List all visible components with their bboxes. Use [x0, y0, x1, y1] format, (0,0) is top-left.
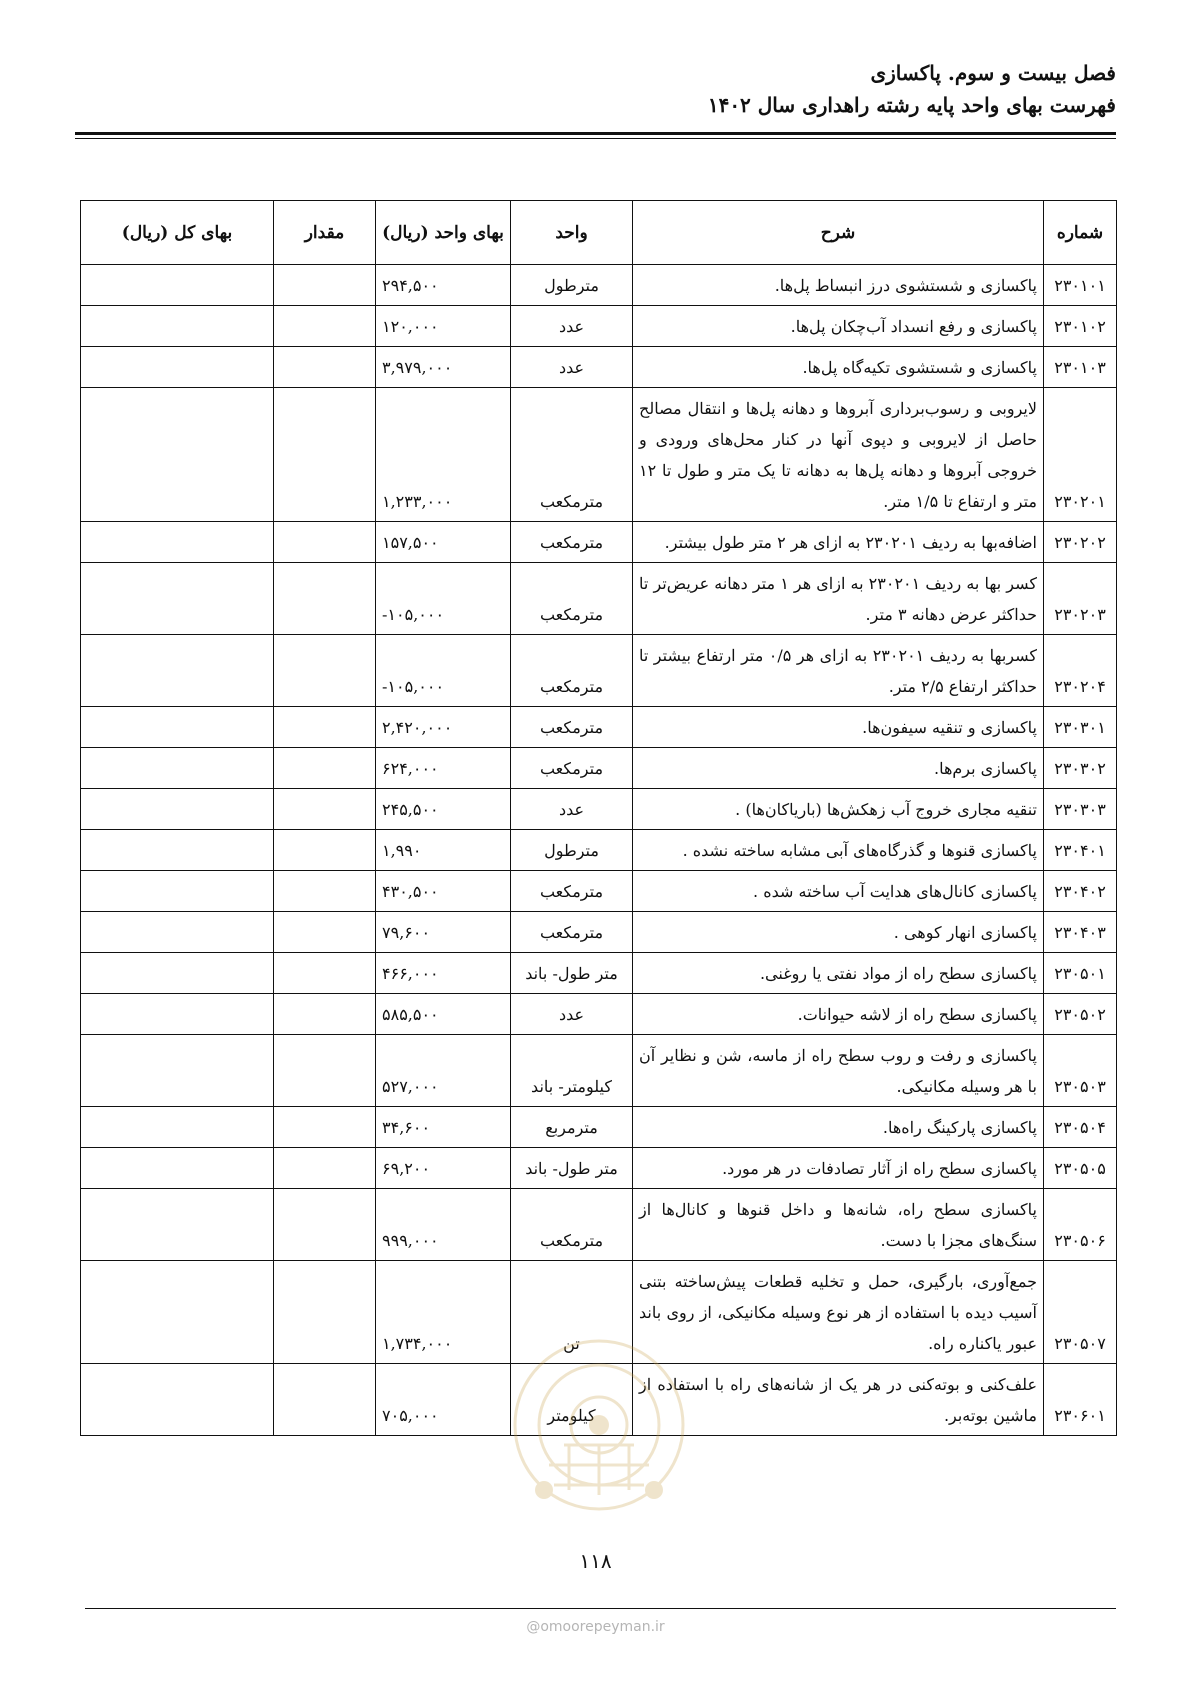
item-total [81, 748, 274, 789]
item-unit: عدد [511, 789, 633, 830]
table-row [81, 388, 1117, 522]
item-unit: مترمکعب [511, 707, 633, 748]
item-qty [274, 388, 376, 522]
item-code: ۲۳۰۵۰۵ [1044, 1148, 1117, 1189]
item-code: ۲۳۰۲۰۱ [1044, 388, 1117, 522]
item-total [81, 1261, 274, 1364]
list-title: فهرست بهای واحد پایه رشته راهداری سال ۱۴۰۲ [707, 93, 1116, 117]
item-unit: مترمکعب [511, 871, 633, 912]
item-code: ۲۳۰۵۰۶ [1044, 1189, 1117, 1261]
item-unit: مترطول [511, 265, 633, 306]
item-unit: مترمکعب [511, 635, 633, 707]
item-total [81, 1035, 274, 1107]
item-qty [274, 912, 376, 953]
table-row [81, 563, 1117, 635]
item-unit: عدد [511, 994, 633, 1035]
item-desc: تنقیه مجاری خروج آب زهکش‌ها (باریاکان‌ها) . [633, 789, 1044, 830]
item-desc: پاکسازی انهار کوهی . [633, 912, 1044, 953]
item-qty [274, 1261, 376, 1364]
item-unit-price: ۱,۹۹۰ [376, 830, 511, 871]
item-code: ۲۳۰۲۰۳ [1044, 563, 1117, 635]
item-qty [274, 1107, 376, 1148]
item-qty [274, 830, 376, 871]
item-qty [274, 306, 376, 347]
header-rule-thick [75, 132, 1116, 135]
item-desc: جمع‌آوری، بارگیری، حمل و تخلیه قطعات پیش‌ساخته بتنی آسیب دیده با استفاده از هر نوع وسیله مکانیکی، از روی باند عبور یاکناره راه. [633, 1261, 1044, 1364]
page-header [708, 58, 1116, 122]
item-unit-price: ۱۲۰,۰۰۰ [376, 306, 511, 347]
item-desc: کسر بها به ردیف ۲۳۰۲۰۱ به ازای هر ۱ متر دهانه عریض‌تر تا حداکثر عرض دهانه ۳ متر. [633, 563, 1044, 635]
table-row [81, 707, 1117, 748]
item-unit-price: ۱,۷۳۴,۰۰۰ [376, 1261, 511, 1364]
item-unit: متر طول- باند [511, 1148, 633, 1189]
item-code: ۲۳۰۴۰۳ [1044, 912, 1117, 953]
item-unit: مترطول [511, 830, 633, 871]
item-code: ۲۳۰۳۰۱ [1044, 707, 1117, 748]
item-qty [274, 522, 376, 563]
item-unit-price: ۱,۲۳۳,۰۰۰ [376, 388, 511, 522]
item-total [81, 563, 274, 635]
col-header-desc: شرح [633, 201, 1044, 265]
item-qty [274, 953, 376, 994]
item-unit-price: ۲,۴۲۰,۰۰۰ [376, 707, 511, 748]
table-row [81, 1189, 1117, 1261]
item-code: ۲۳۰۵۰۳ [1044, 1035, 1117, 1107]
col-header-code: شماره [1044, 201, 1117, 265]
item-qty [274, 347, 376, 388]
item-code: ۲۳۰۵۰۴ [1044, 1107, 1117, 1148]
item-total [81, 1364, 274, 1436]
item-code: ۲۳۰۴۰۲ [1044, 871, 1117, 912]
item-total [81, 830, 274, 871]
item-unit-price: ۲۹۴,۵۰۰ [376, 265, 511, 306]
item-total [81, 347, 274, 388]
item-qty [274, 1035, 376, 1107]
item-unit-price: ۵۸۵,۵۰۰ [376, 994, 511, 1035]
col-header-unit: واحد [511, 201, 633, 265]
item-qty [274, 748, 376, 789]
item-code: ۲۳۰۲۰۲ [1044, 522, 1117, 563]
item-qty [274, 994, 376, 1035]
item-qty [274, 871, 376, 912]
item-unit: مترمربع [511, 1107, 633, 1148]
item-code: ۲۳۰۲۰۴ [1044, 635, 1117, 707]
item-total [81, 522, 274, 563]
item-unit-price: ۹۹۹,۰۰۰ [376, 1189, 511, 1261]
item-unit: مترمکعب [511, 912, 633, 953]
item-desc: پاکسازی و شستشوی درز انبساط پل‌ها. [633, 265, 1044, 306]
item-total [81, 635, 274, 707]
item-code: ۲۳۰۵۰۲ [1044, 994, 1117, 1035]
item-unit: مترمکعب [511, 388, 633, 522]
item-unit-price: -۱۰۵,۰۰۰ [376, 635, 511, 707]
item-unit: عدد [511, 347, 633, 388]
item-code: ۲۳۰۵۰۷ [1044, 1261, 1117, 1364]
item-desc: پاکسازی و رفع انسداد آب‌چکان پل‌ها. [633, 306, 1044, 347]
header-rule-thin [75, 138, 1116, 139]
item-total [81, 789, 274, 830]
item-total [81, 265, 274, 306]
item-qty [274, 1148, 376, 1189]
item-unit-price: ۲۴۵,۵۰۰ [376, 789, 511, 830]
price-table [80, 200, 1117, 1436]
item-desc: پاکسازی برم‌ها. [633, 748, 1044, 789]
item-unit: کیلومتر [511, 1364, 633, 1436]
item-total [81, 1107, 274, 1148]
table-header-row [81, 201, 1117, 265]
item-total [81, 994, 274, 1035]
item-desc: پاکسازی سطح راه از لاشه حیوانات. [633, 994, 1044, 1035]
item-desc: پاکسازی سطح راه از آثار تصادفات در هر مورد. [633, 1148, 1044, 1189]
table-row [81, 635, 1117, 707]
item-code: ۲۳۰۶۰۱ [1044, 1364, 1117, 1436]
col-header-qty: مقدار [274, 201, 376, 265]
item-desc: پاکسازی سطح راه از مواد نفتی یا روغنی. [633, 953, 1044, 994]
item-qty [274, 789, 376, 830]
table-row [81, 830, 1117, 871]
item-desc: پاکسازی کانال‌های هدایت آب ساخته شده . [633, 871, 1044, 912]
item-unit: مترمکعب [511, 522, 633, 563]
footer-rule [85, 1608, 1116, 1609]
table-row [81, 306, 1117, 347]
item-total [81, 912, 274, 953]
table-row [81, 748, 1117, 789]
table-row [81, 953, 1117, 994]
item-desc: پاکسازی و رفت و روب سطح راه از ماسه، شن و نظایر آن با هر وسیله مکانیکی. [633, 1035, 1044, 1107]
table-row [81, 522, 1117, 563]
item-code: ۲۳۰۳۰۲ [1044, 748, 1117, 789]
item-total [81, 707, 274, 748]
item-unit: عدد [511, 306, 633, 347]
item-unit-price: ۴۳۰,۵۰۰ [376, 871, 511, 912]
item-desc: پاکسازی پارکینگ راه‌ها. [633, 1107, 1044, 1148]
item-unit-price: ۶۲۴,۰۰۰ [376, 748, 511, 789]
page-number: ۱۱۸ [579, 1549, 612, 1573]
item-code: ۲۳۰۳۰۳ [1044, 789, 1117, 830]
item-unit: مترمکعب [511, 1189, 633, 1261]
item-code: ۲۳۰۱۰۱ [1044, 265, 1117, 306]
table-row [81, 871, 1117, 912]
item-total [81, 1148, 274, 1189]
table-row [81, 1107, 1117, 1148]
item-qty [274, 1364, 376, 1436]
table-row [81, 994, 1117, 1035]
item-unit-price: ۳,۹۷۹,۰۰۰ [376, 347, 511, 388]
item-desc: لایروبی و رسوب‌برداری آبروها و دهانه پل‌ها و انتقال مصالح حاصل از لایروبی و دپوی آنها در کنار محل‌های ورودی و خروجی آبروها و دهانه پل‌ها به دهانه تا یک متر و طول تا ۱۲ متر و ارتفاع تا ۱/۵ متر. [633, 388, 1044, 522]
item-unit-price: ۴۶۶,۰۰۰ [376, 953, 511, 994]
item-desc: پاکسازی و شستشوی تکیه‌گاه پل‌ها. [633, 347, 1044, 388]
item-code: ۲۳۰۵۰۱ [1044, 953, 1117, 994]
item-unit-price: -۱۰۵,۰۰۰ [376, 563, 511, 635]
item-unit-price: ۷۹,۶۰۰ [376, 912, 511, 953]
table-row [81, 789, 1117, 830]
item-total [81, 953, 274, 994]
item-qty [274, 563, 376, 635]
item-total [81, 388, 274, 522]
item-code: ۲۳۰۱۰۳ [1044, 347, 1117, 388]
item-desc: کسربها به ردیف ۲۳۰۲۰۱ به ازای هر ۰/۵ متر ارتفاع بیشتر تا حداکثر ارتفاع ۲/۵ متر. [633, 635, 1044, 707]
item-code: ۲۳۰۱۰۲ [1044, 306, 1117, 347]
col-header-unit-price: بهای واحد (ریال) [376, 201, 511, 265]
item-unit: متر طول- باند [511, 953, 633, 994]
item-unit-price: ۳۴,۶۰۰ [376, 1107, 511, 1148]
item-desc: پاکسازی قنوها و گذرگاه‌های آبی مشابه ساخته نشده . [633, 830, 1044, 871]
item-qty [274, 1189, 376, 1261]
table-row [81, 1148, 1117, 1189]
item-total [81, 871, 274, 912]
item-unit-price: ۱۵۷,۵۰۰ [376, 522, 511, 563]
table-row [81, 265, 1117, 306]
item-qty [274, 265, 376, 306]
item-total [81, 306, 274, 347]
item-unit: مترمکعب [511, 748, 633, 789]
item-unit-price: ۵۲۷,۰۰۰ [376, 1035, 511, 1107]
logo-watermark [504, 1315, 694, 1525]
item-qty [274, 635, 376, 707]
item-desc: علف‌کنی و بوته‌کنی در هر یک از شانه‌های راه با استفاده از ماشین بوته‌بر. [633, 1364, 1044, 1436]
table-row [81, 1035, 1117, 1107]
table-row [81, 347, 1117, 388]
item-desc: پاکسازی و تنقیه سیفون‌ها. [633, 707, 1044, 748]
item-code: ۲۳۰۴۰۱ [1044, 830, 1117, 871]
item-total [81, 1189, 274, 1261]
col-header-total: بهای کل (ریال) [81, 201, 274, 265]
item-unit: کیلومتر- باند [511, 1035, 633, 1107]
table-row [81, 912, 1117, 953]
item-unit: تن [511, 1261, 633, 1364]
item-unit: مترمکعب [511, 563, 633, 635]
item-desc: پاکسازی سطح راه، شانه‌ها و داخل قنوها و کانال‌ها از سنگ‌های مجزا با دست. [633, 1189, 1044, 1261]
item-qty [274, 707, 376, 748]
chapter-title: فصل بیست و سوم. پاکسازی [870, 61, 1116, 85]
website-watermark: @omoorepeyman.ir [526, 1619, 665, 1635]
item-unit-price: ۶۹,۲۰۰ [376, 1148, 511, 1189]
item-unit-price: ۷۰۵,۰۰۰ [376, 1364, 511, 1436]
item-desc: اضافه‌بها به ردیف ۲۳۰۲۰۱ به ازای هر ۲ متر طول بیشتر. [633, 522, 1044, 563]
